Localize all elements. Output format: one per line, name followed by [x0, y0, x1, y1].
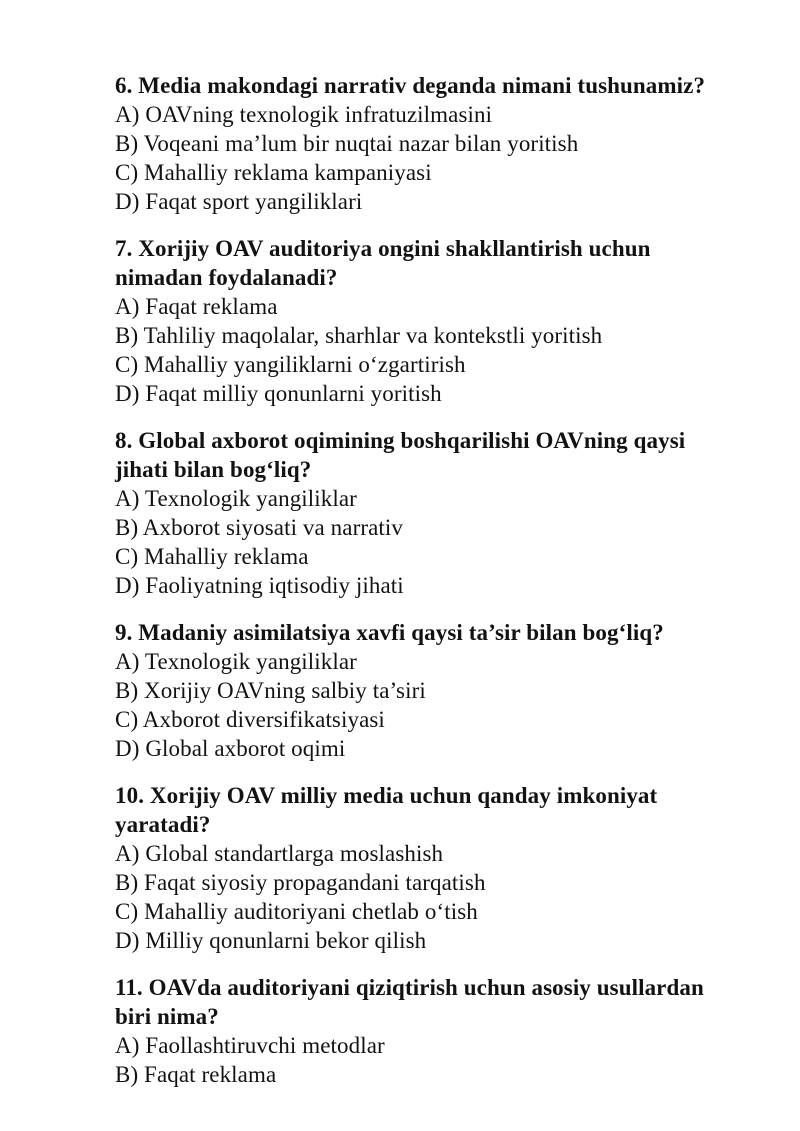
question-option: C) Mahalliy auditoriyani chetlab o‘tish: [115, 899, 478, 924]
question-title: 7. Xorijiy OAV auditoriya ongini shakllantirish uchun nimadan foydalanadi?: [115, 236, 651, 290]
question-option: C) Mahalliy reklama: [115, 544, 309, 569]
question-block-9: [115, 618, 727, 763]
question-option: D) Milliy qonunlarni bekor qilish: [115, 928, 427, 953]
question-option: A) Global standartlarga moslashish: [115, 841, 444, 866]
question-block-6: [115, 71, 727, 216]
question-option: D) Global axborot oqimi: [115, 736, 346, 761]
question-title: 6. Media makondagi narrativ deganda nimani tushunamiz?: [115, 73, 706, 98]
question-option: D) Faqat milliy qonunlarni yoritish: [115, 381, 442, 406]
question-option: B) Axborot siyosati va narrativ: [115, 515, 403, 540]
question-option: C) Axborot diversifikatsiyasi: [115, 707, 385, 732]
question-option: B) Voqeani ma’lum bir nuqtai nazar bilan yoritish: [115, 131, 579, 156]
question-option: A) OAVning texnologik infratuzilmasini: [115, 102, 493, 127]
question-option: A) Faqat reklama: [115, 294, 278, 319]
question-option: A) Faollashtiruvchi metodlar: [115, 1033, 385, 1058]
question-option: A) Texnologik yangiliklar: [115, 486, 357, 511]
question-option: B) Faqat reklama: [115, 1062, 277, 1087]
question-option: C) Mahalliy yangiliklarni o‘zgartirish: [115, 352, 466, 377]
question-option: D) Faoliyatning iqtisodiy jihati: [115, 573, 404, 598]
question-option: B) Faqat siyosiy propagandani tarqatish: [115, 870, 486, 895]
question-block-11: [115, 973, 727, 1089]
question-option: D) Faqat sport yangiliklari: [115, 189, 363, 214]
question-title: 10. Xorijiy OAV milliy media uchun qanday imkoniyat yaratadi?: [115, 783, 658, 837]
question-title: 11. OAVda auditoriyani qiziqtirish uchun asosiy usullardan biri nima?: [115, 975, 704, 1029]
question-option: C) Mahalliy reklama kampaniyasi: [115, 160, 432, 185]
question-block-10: [115, 781, 727, 955]
question-option: B) Tahliliy maqolalar, sharhlar va kontekstli yoritish: [115, 323, 603, 348]
question-title: 9. Madaniy asimilatsiya xavfi qaysi ta’sir bilan bog‘liq?: [115, 620, 664, 645]
question-option: B) Xorijiy OAVning salbiy ta’siri: [115, 678, 426, 703]
question-block-8: [115, 426, 727, 600]
question-title: 8. Global axborot oqimining boshqarilishi OAVning qaysi jihati bilan bog‘liq?: [115, 428, 686, 482]
question-block-7: [115, 234, 727, 408]
question-option: A) Texnologik yangiliklar: [115, 649, 357, 674]
